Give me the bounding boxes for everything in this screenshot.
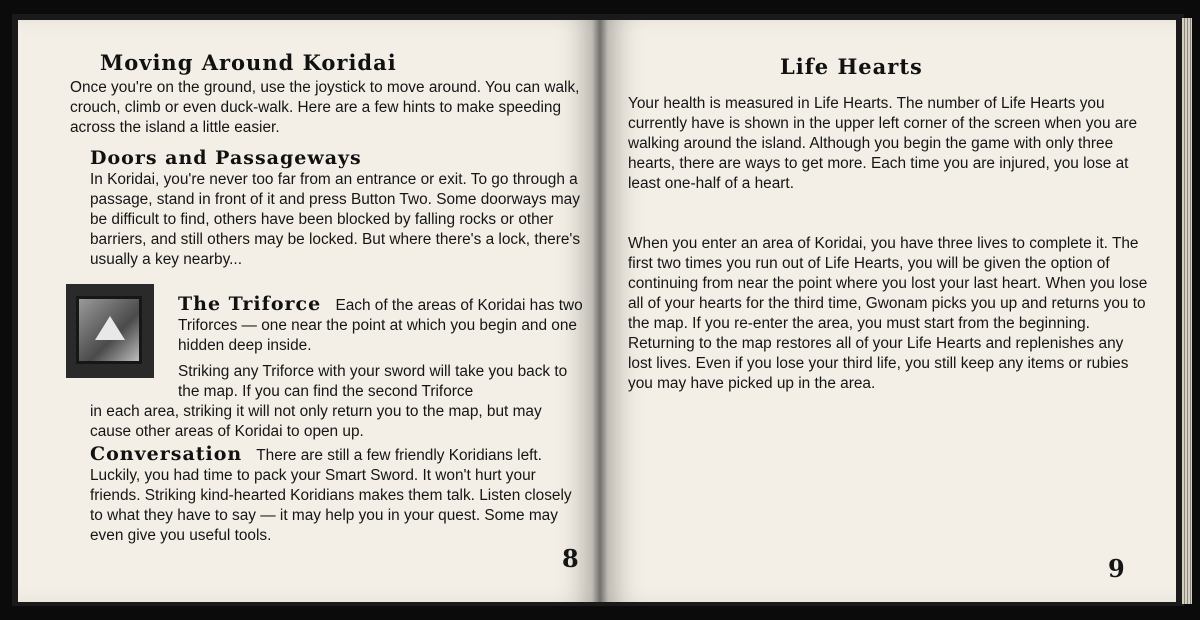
doors-text: In Koridai, you're never too far from an entrance or exit. To go through a passage, stand in front of it and press Button Two. Some doorways may be difficult to find, others have been blocked by falling rocks or other barriers, and still others may be locked. But where there's a lock, there's usually a key nearby... [90, 171, 581, 268]
intro-paragraph: Once you're on the ground, use the joystick to move around. You can walk, crouch, climb or even duck-walk. Here are a few hints to make speeding across the island a little easier. [70, 79, 580, 136]
right-page [600, 20, 1176, 602]
life-hearts-paragraph-2: When you enter an area of Koridai, you have three lives to complete it. The first two times you run out of Life Hearts, you will be given the option of continuing from near the point where you lost your last heart. When you lose all of your hearts for the third time, Gwonam picks you up and returns you to the map. If you re-enter the area, you must start from the beginning. Returning to the map restores all of your Life Hearts and replenishes any lost lives. Even if you lose your third life, you still keep any items or rubies you may have picked up in the area. [628, 235, 1148, 392]
triforce-section [178, 294, 586, 356]
book-spine [592, 20, 608, 602]
open-booklet [12, 14, 1184, 606]
triforce-heading: The Triforce [178, 293, 322, 315]
left-page [18, 20, 600, 602]
page-number-right: 9 [1108, 554, 1125, 583]
triforce-text-2b: in each area, striking it will not only return you to the map, but may cause other areas of Koridai to open up. [90, 403, 542, 440]
conversation-section [90, 444, 586, 546]
triforce-continued [90, 362, 586, 442]
doors-section [90, 148, 586, 270]
section-title-moving: Moving Around Koridai [100, 50, 397, 75]
triforce-text-2a: Striking any Triforce with your sword will take you back to the map. If you can find the second Triforce [178, 363, 568, 400]
triforce-text: Each of the areas of Koridai has two Triforces — one near the point at which you begin and one hidden deep inside. [178, 297, 583, 354]
section-title-life-hearts: Life Hearts [780, 54, 923, 79]
triforce-icon [76, 296, 142, 364]
conversation-text: There are still a few friendly Koridians left. Luckily, you had time to pack your Smart Sword. It won't hurt your friends. Striking kind-hearted Koridians makes them talk. Listen closely to what they have to say — it may help you in your quest. Some may even give you useful tools. [90, 447, 572, 544]
page-number-left: 8 [562, 544, 579, 573]
life-hearts-paragraph-1: Your health is measured in Life Hearts. The number of Life Hearts you currently have is shown in the upper left corner of the screen when you are walking around the island. Although you begin the game with only three hearts, there are ways to get more. Each time you are injured, you lose at least one-half of a heart. [628, 95, 1138, 192]
conversation-heading: Conversation [90, 443, 243, 465]
page-edges [1182, 18, 1192, 604]
triangle-icon [95, 316, 125, 340]
doors-heading: Doors and Passageways [90, 147, 362, 169]
